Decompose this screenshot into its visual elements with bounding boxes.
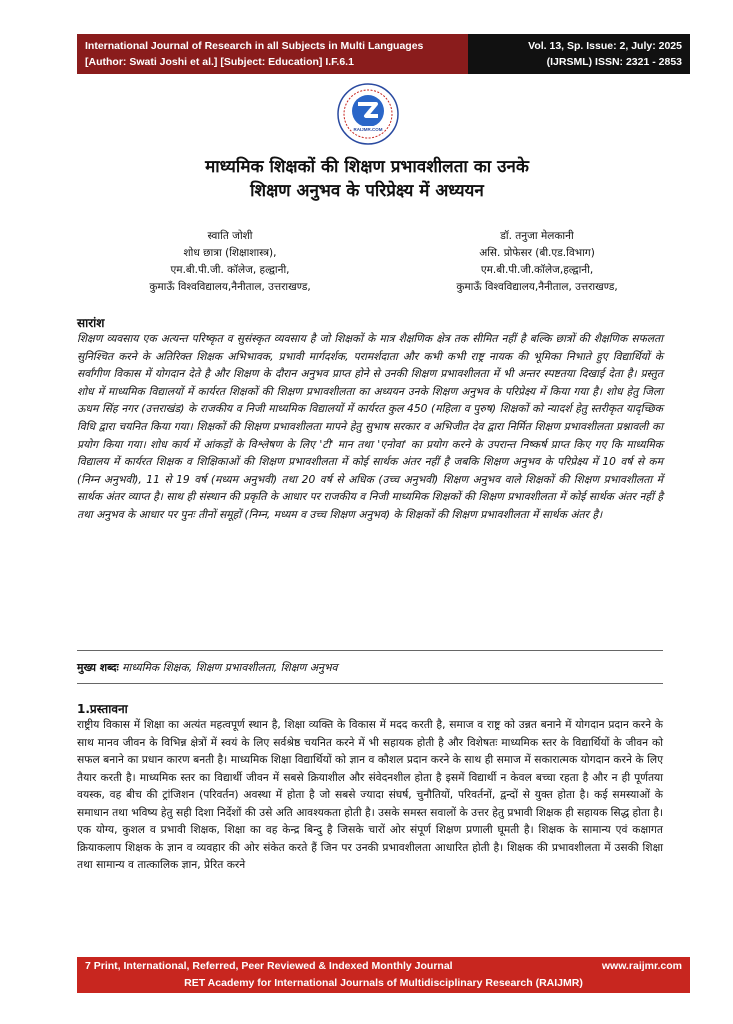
keywords (77, 660, 663, 675)
intro-text: राष्ट्रीय विकास में शिक्षा का अत्यंत महत्वपूर्ण स्थान है, शिक्षा व्यक्ति के विकास में मदद करती है, समाज व राष्ट्र को उन्नत बनाने में योगदान प्रदान करने के साथ मानव जीवन के विभिन्न क्षेत्रों में स्वयं के लिए सर्वश्रेष्ठ चयनित करने में भी सहायक होती है और विशेषतः माध्यमिक स्तर के विद्यार्थियों के जीवन को सफल बनाने का प्रधान कारण बनती है। माध्यमिक शिक्षा विद्यार्थियों को ज्ञान व कौशल प्रदान करने के साथ ही समाज में सकारात्मक योगदान करने के लिए तैयार करती है। माध्यमिक स्तर का विद्यार्थी जीवन में सबसे क्रियाशील और संवेदनशील होता है इसमें विद्यार्थी न केवल बच्चा रहता है और न ही पूर्णतया वयस्क, वह बीच की ट्रांजिशन (परिवर्तन) अवस्था में होता है जो सबसे ज्यादा संघर्ष, चुनौतियों, परिवर्तनों, द्वन्दों से युक्त होता है। कई समस्याओं के समाधान तथा भविष्य हेतु सही दिशा निर्देशों की उसे अति आवश्यकता होती है। उसके समस्त सवालों के उत्तर हेतु प्रभावी शिक्षक ही सहायक सिद्ध होता है। एक योग्य, कुशल व प्रभावी शिक्षक, शिक्षा का वह केन्द्र बिन्दु है जिसके चारों ओर संपूर्ण शिक्षण प्रणाली घूमती है। शिक्षक के सामान्य एवं कक्षागत क्रियाकलाप शिक्षक के ज्ञान व व्यवहार की ओर संकेत करते हैं जिन पर उनकी प्रभावशीलता आधारित होती है। शिक्षक की प्रभावशीलता में उसकी शिक्षा तथा सामान्य व तात्कालिक ज्ञान, प्रेरित करने (77, 718, 663, 871)
keywords-label: मुख्य शब्दः (77, 661, 119, 674)
header-left-block (77, 34, 468, 74)
page-number: 7 (85, 960, 91, 972)
footer-row-1 (85, 960, 682, 972)
title-line-2: शिक्षण अनुभव के परिप्रेक्ष्य में अध्ययन (250, 181, 484, 201)
author-2-university: कुमाऊँ विश्वविद्यालय,नैनीताल, उत्तराखण्ड, (456, 281, 618, 293)
author-1-college: एम.बी.पी.जी. कॉलेज, हल्द्वानी, (170, 264, 290, 276)
author-1-name: स्वाति जोशी (207, 230, 253, 242)
academy-name: RET Academy for International Journals of Multidisciplinary Research (RAIJMR) (184, 977, 583, 989)
logo-text: RAIJMR.COM (353, 127, 383, 132)
title-line-1: माध्यमिक शिक्षकों की शिक्षण प्रभावशीलता का उनके (205, 157, 529, 177)
author-2-college: एम.बी.पी.जी.कॉलेज,हल्द्वानी, (480, 264, 594, 276)
divider-top (77, 650, 663, 651)
divider-bottom (77, 683, 663, 684)
issn: (IJRSML) ISSN: 2321 - 2853 (546, 56, 682, 68)
keywords-value: माध्यमिक शिक्षक, शिक्षण प्रभावशीलता, शिक्षण अनुभव (122, 661, 338, 674)
journal-header (77, 34, 690, 74)
journal-description: Print, International, Referred, Peer Reviewed & Indexed Monthly Journal (93, 960, 453, 972)
paper-title (77, 155, 657, 203)
author-2 (402, 228, 672, 296)
abstract-text: शिक्षण व्यवसाय एक अत्यन्त परिष्कृत व सुसंस्कृत व्यवसाय है जो शिक्षकों के मात्र शैक्षणिक क्षेत्र तक सीमित नहीं है बल्कि छात्रों की शैक्षणिक सफलता सुनिश्चित करने के अतिरिक्त शिक्षक अभिभावक, प्रभावी मार्गदर्शक, परामर्शदाता और कभी कभी राष्ट्र नायक की भूमिका निभाते हुए विद्यार्थियों के सर्वांगीण विकास में योगदान देते है और शिक्षण के दौरान अनुभव प्राप्त होने से उनकी शिक्षण प्रभावशीलता में भी अन्तर स्पष्टतया दिखाई देता है। प्रस्तुत शोध में माध्यमिक विद्यालयों में कार्यरत शिक्षकों की शिक्षण प्रभावशीलता का अध्ययन उनके शिक्षण अनुभव के परिप्रेक्ष्य में किया गया है। शोध हेतु जिला ऊधम सिंह नगर (उत्तराखंड) के राजकीय व निजी माध्यमिक विद्यालयों में कार्यरत कुल 450 (महिला व पुरुष) शिक्षकों को न्यादर्श हेतु स्तरीकृत यादृच्छिक विधि द्वारा चयनित किया गया। शिक्षकों की शिक्षण प्रभावशीलता मापने हेतु सुभाष सरकार व अभिजीत देव द्वारा निर्मित शिक्षण प्रभावशीलता प्रश्नावली का प्रयोग किया गया। शोध कार्य में आंकड़ों के विश्लेषण के लिए 'टी' मान तथा 'एनोवा' का प्रयोग करने के उपरान्त निष्कर्ष प्राप्त किए गए कि माध्यमिक विद्यालय में कार्यरत शिक्षक व शिक्षिकाओं की शिक्षण प्रभावशीलता में कोई सार्थक अंतर नहीं है जबकि शिक्षण अनुभव के परिप्रेक्ष्य में 10 वर्ष से कम (निम्न अनुभवी), 11 से 19 वर्ष (मध्यम अनुभवी) तथा 20 वर्ष से अधिक (उच्च अनुभवी) शिक्षण अनुभव वाले शिक्षकों की शिक्षण प्रभावशीलता में सार्थक अंतर व्याप्त है। साथ ही संस्थान की प्रकृति के आधार पर राजकीय व निजी माध्यमिक शिक्षकों की शिक्षण प्रभावशीलता में कोई सार्थक अंतर नहीं है तथा अनुभव के आधार पर पुनः तीनों समूहों (निम्न, मध्यम व उच्च शिक्षण अनुभव) के शिक्षकों की शिक्षण प्रभावशीलता में सार्थक अंतर है। (77, 332, 663, 521)
volume-issue: Vol. 13, Sp. Issue: 2, July: 2025 (528, 40, 682, 52)
author-subject-meta: [Author: Swati Joshi et al.] [Subject: Education] I.F.6.1 (85, 56, 354, 68)
journal-url[interactable]: www.raijmr.com (601, 960, 682, 972)
author-2-name: डॉ. तनुजा मेलकानी (500, 230, 574, 242)
author-1 (110, 228, 350, 296)
author-1-role: शोध छात्रा (शिक्षाशास्त्र), (183, 247, 277, 259)
author-1-university: कुमाऊँ विश्वविद्यालय,नैनीताल, उत्तराखण्ड, (149, 281, 311, 293)
author-2-role: असि. प्रोफेसर (बी.एड.विभाग) (479, 247, 595, 259)
journal-footer (77, 957, 690, 993)
intro-heading: 1.प्रस्तावना (77, 702, 128, 716)
abstract-heading: सारांश (77, 316, 105, 330)
journal-name: International Journal of Research in all Subjects in Multi Languages (85, 40, 424, 52)
header-right-block (468, 34, 690, 74)
raijmr-logo-icon (336, 82, 400, 146)
